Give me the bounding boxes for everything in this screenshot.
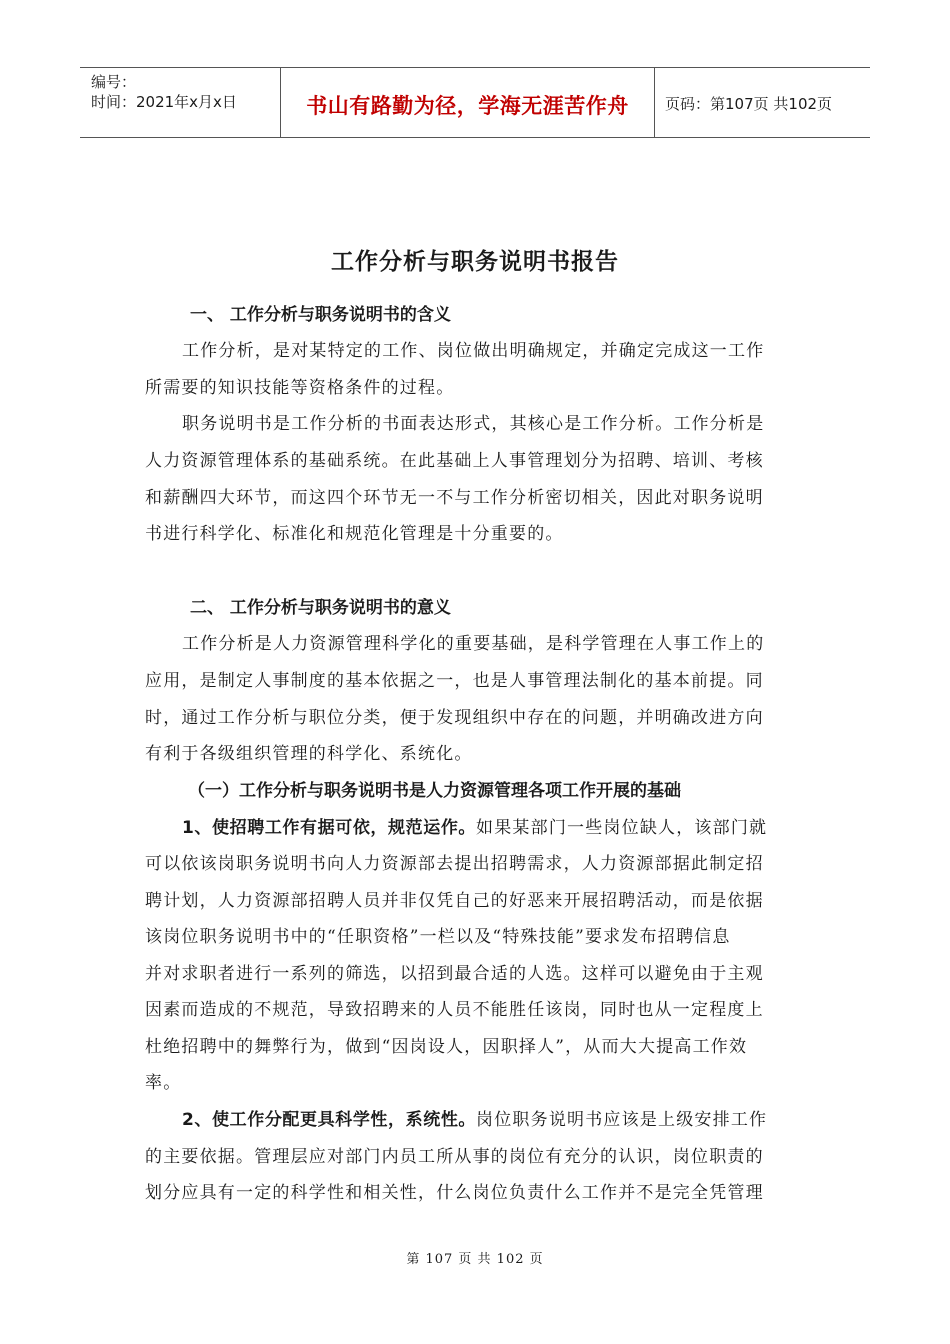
page-footer: 第 107 页 共 102 页 — [406, 1252, 544, 1267]
paragraph-line: 并对求职者进行一系列的筛选，以招到最合适的人选。这样可以避免由于主观 — [145, 964, 764, 984]
header-meta-cell — [80, 68, 280, 137]
sub-heading: （一）工作分析与职务说明书是人力资源管理各项工作开展的基础 — [188, 781, 681, 801]
paragraph-line: 的主要依据。管理层应对部门内员工所从事的岗位有充分的认识，岗位职责的 — [145, 1147, 764, 1167]
item-1-text: 如果某部门一些岗位缺人，该部门就 — [476, 818, 768, 838]
paragraph-line: 可以依该岗职务说明书向人力资源部去提出招聘需求，人力资源部据此制定招 — [145, 854, 764, 874]
paragraph-line: 书进行科学化、标准化和规范化管理是十分重要的。 — [145, 524, 564, 544]
page-info: 页码：第107页 共102页 — [665, 95, 833, 113]
section-1-heading: 一、 工作分析与职务说明书的含义 — [190, 305, 451, 325]
document-title: 工作分析与职务说明书报告 — [331, 249, 619, 275]
paragraph-line: 聘计划，人力资源部招聘人员并非仅凭自己的好恶来开展招聘活动，而是依据 — [145, 891, 764, 911]
paragraph-line: 时，通过工作分析与职位分类，便于发现组织中存在的问题，并明确改进方向 — [145, 708, 764, 728]
paragraph-line: 该岗位职务说明书中的“任职资格”一栏以及“特殊技能”要求发布招聘信息 — [145, 927, 731, 947]
item-2-text: 岗位职务说明书应该是上级安排工作 — [476, 1110, 768, 1130]
paragraph-line: 有利于各级组织管理的科学化、系统化。 — [145, 744, 473, 764]
paragraph-line: 因素而造成的不规范，导致招聘来的人员不能胜任该岗，同时也从一定程度上 — [145, 1000, 764, 1020]
section-2-heading: 二、 工作分析与职务说明书的意义 — [190, 598, 451, 618]
paragraph-line: 工作分析是人力资源管理科学化的重要基础，是科学管理在人事工作上的 — [182, 634, 765, 654]
item-2-heading: 2、使工作分配更具科学性，系统性。 — [182, 1110, 477, 1130]
number-label: 编号： — [91, 73, 137, 91]
item-1-heading: 1、使招聘工作有据可依，规范运作。 — [182, 818, 477, 838]
header-page-cell — [654, 68, 870, 137]
paragraph-line: 率。 — [145, 1073, 182, 1093]
paragraph-line: 应用，是制定人事制度的基本依据之一，也是人事管理法制化的基本前提。同 — [145, 671, 764, 691]
paragraph-line: 划分应具有一定的科学性和相关性，什么岗位负责什么工作并不是完全凭管理 — [145, 1183, 764, 1203]
motto: 书山有路勤为径，学海无涯苦作舟 — [306, 94, 629, 118]
header-motto-cell — [280, 68, 655, 137]
paragraph-line: 杜绝招聘中的舞弊行为，做到“因岗设人，因职择人”，从而大大提高工作效 — [145, 1037, 748, 1057]
item-1-first-line — [182, 813, 767, 838]
paragraph-line: 工作分析，是对某特定的工作、岗位做出明确规定，并确定完成这一工作 — [182, 341, 765, 361]
item-2-first-line — [182, 1105, 767, 1130]
paragraph-line: 所需要的知识技能等资格条件的过程。 — [145, 378, 455, 398]
document-header — [80, 67, 870, 138]
paragraph-line: 人力资源管理体系的基础系统。在此基础上人事管理划分为招聘、培训、考核 — [145, 451, 764, 471]
paragraph-line: 职务说明书是工作分析的书面表达形式，其核心是工作分析。工作分析是 — [182, 414, 765, 434]
time-label: 时间：2021年x月x日 — [91, 93, 237, 111]
paragraph-line: 和薪酬四大环节，而这四个环节无一不与工作分析密切相关，因此对职务说明 — [145, 488, 764, 508]
